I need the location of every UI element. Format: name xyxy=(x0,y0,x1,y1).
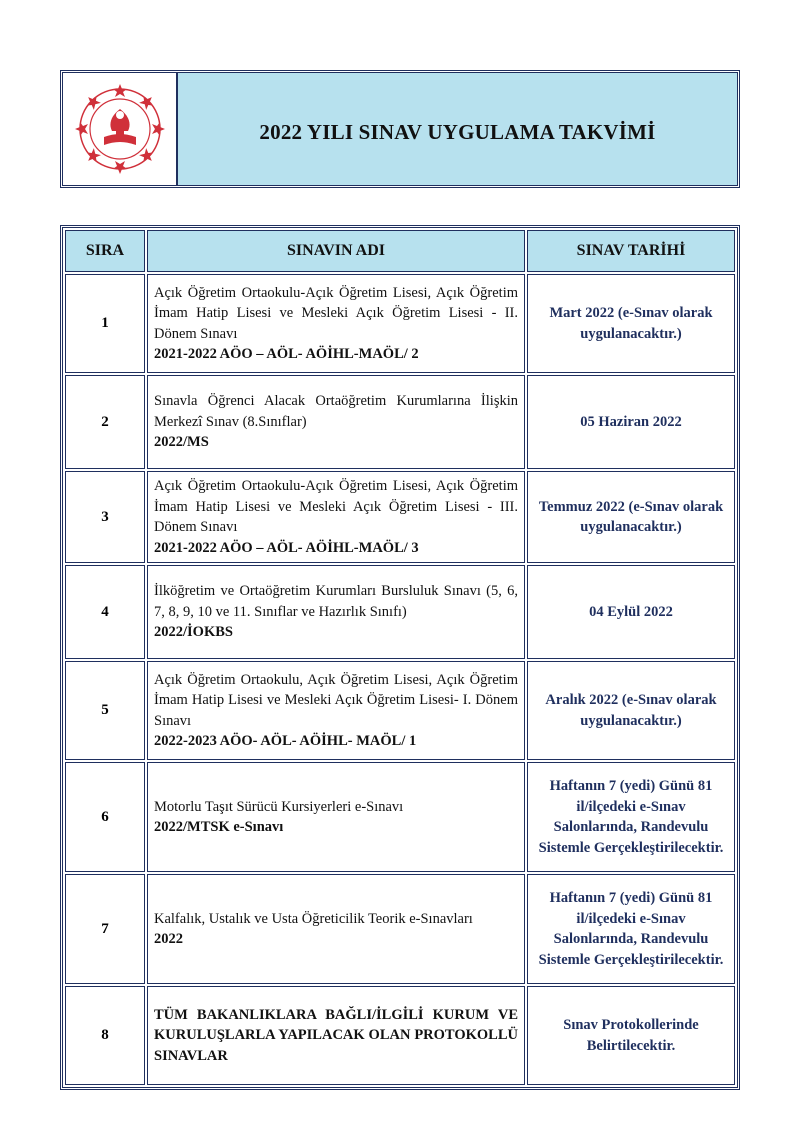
table-row xyxy=(65,762,735,872)
exam-code: 2022/MS xyxy=(154,434,209,451)
table-row xyxy=(65,565,735,659)
exam-code: 2021-2022 AÖO – AÖL- AÖİHL-MAÖL/ 2 xyxy=(154,346,419,362)
logo-cell xyxy=(63,73,178,185)
table-header-row xyxy=(65,230,735,272)
exam-name-text: Motorlu Taşıt Sürücü Kursiyerleri e-Sınavı xyxy=(154,798,404,815)
row-exam-date: 05 Haziran 2022 xyxy=(527,375,735,469)
row-sira: 2 xyxy=(65,375,145,469)
exam-code: 2022-2023 AÖO- AÖL- AÖİHL- MAÖL/ 1 xyxy=(154,733,417,749)
row-exam-date: Temmuz 2022 (e-Sınav olarak uygulanacaktır.) xyxy=(527,471,735,563)
table-row xyxy=(65,874,735,984)
row-exam-name xyxy=(147,986,525,1085)
exam-name-text: TÜM BAKANLIKLARA BAĞLI/İLGİLİ KURUM VE KURULUŞLARLA YAPILACAK OLAN PROTOKOLLÜ SINAVLAR xyxy=(154,1006,518,1064)
row-exam-date: 04 Eylül 2022 xyxy=(527,565,735,659)
meb-logo-icon xyxy=(72,81,168,177)
exam-schedule-table xyxy=(63,228,737,1087)
row-exam-name xyxy=(147,274,525,373)
exam-code: 2022/İOKBS xyxy=(154,624,233,641)
row-sira: 6 xyxy=(65,762,145,872)
title-cell xyxy=(178,73,737,185)
row-exam-name xyxy=(147,565,525,659)
exam-name-text: Açık Öğretim Ortaokulu, Açık Öğretim Lisesi, Açık Öğretim İmam Hatip Lisesi ve Mesleki Açık Öğretim Lisesi- I. Dönem Sınavı xyxy=(154,671,518,729)
exam-name-text: Açık Öğretim Ortaokulu-Açık Öğretim Lisesi, Açık Öğretim İmam Hatip Lisesi ve Mesleki Açık Öğretim Lisesi - II. Dönem Sınavı xyxy=(154,284,518,342)
row-sira: 3 xyxy=(65,471,145,563)
exam-name-text: Sınavla Öğrenci Alacak Ortaöğretim Kurumlarına İlişkin Merkezî Sınav (8.Sınıflar) xyxy=(154,393,518,430)
row-sira: 4 xyxy=(65,565,145,659)
row-exam-name xyxy=(147,375,525,469)
table-row xyxy=(65,375,735,469)
table-row xyxy=(65,274,735,373)
exam-code: 2021-2022 AÖO – AÖL- AÖİHL-MAÖL/ 3 xyxy=(154,539,419,556)
row-exam-name xyxy=(147,471,525,563)
row-exam-date: Aralık 2022 (e-Sınav olarak uygulanacaktır.) xyxy=(527,661,735,760)
row-sira: 8 xyxy=(65,986,145,1085)
row-sira: 5 xyxy=(65,661,145,760)
row-sira: 1 xyxy=(65,274,145,373)
exam-name-text: Kalfalık, Ustalık ve Usta Öğreticilik Teorik e-Sınavları xyxy=(154,910,473,927)
table-row xyxy=(65,661,735,760)
header-box xyxy=(60,70,740,188)
header-sinavin-adi: SINAVIN ADI xyxy=(147,230,525,272)
exam-table-box xyxy=(60,225,740,1090)
page-title: 2022 YILI SINAV UYGULAMA TAKVİMİ xyxy=(259,119,656,144)
row-exam-name xyxy=(147,661,525,760)
exam-name-text: İlköğretim ve Ortaöğretim Kurumları Bursluluk Sınavı (5, 6, 7, 8, 9, 10 ve 11. Sınıflar ve Hazırlık Sınıfı) xyxy=(154,583,518,620)
row-exam-name xyxy=(147,874,525,984)
table-row xyxy=(65,471,735,563)
header-sinav-tarihi: SINAV TARİHİ xyxy=(527,230,735,272)
exam-code: 2022 xyxy=(154,931,183,947)
header-sira: SIRA xyxy=(65,230,145,272)
exam-name-text: Açık Öğretim Ortaokulu-Açık Öğretim Lisesi, Açık Öğretim İmam Hatip Lisesi ve Mesleki Açık Öğretim Lisesi - III. Dönem Sınavı xyxy=(154,478,518,535)
exam-code: 2022/MTSK e-Sınavı xyxy=(154,819,284,835)
row-sira: 7 xyxy=(65,874,145,984)
table-row xyxy=(65,986,735,1085)
row-exam-name xyxy=(147,762,525,872)
row-exam-date: Sınav Protokollerinde Belirtilecektir. xyxy=(527,986,735,1085)
row-exam-date: Haftanın 7 (yedi) Günü 81 il/ilçedeki e-Sınav Salonlarında, Randevulu Sistemle Gerçekleştirilecektir. xyxy=(527,762,735,872)
row-exam-date: Mart 2022 (e-Sınav olarak uygulanacaktır.) xyxy=(527,274,735,373)
row-exam-date: Haftanın 7 (yedi) Günü 81 il/ilçedeki e-Sınav Salonlarında, Randevulu Sistemle Gerçekleştirilecektir. xyxy=(527,874,735,984)
